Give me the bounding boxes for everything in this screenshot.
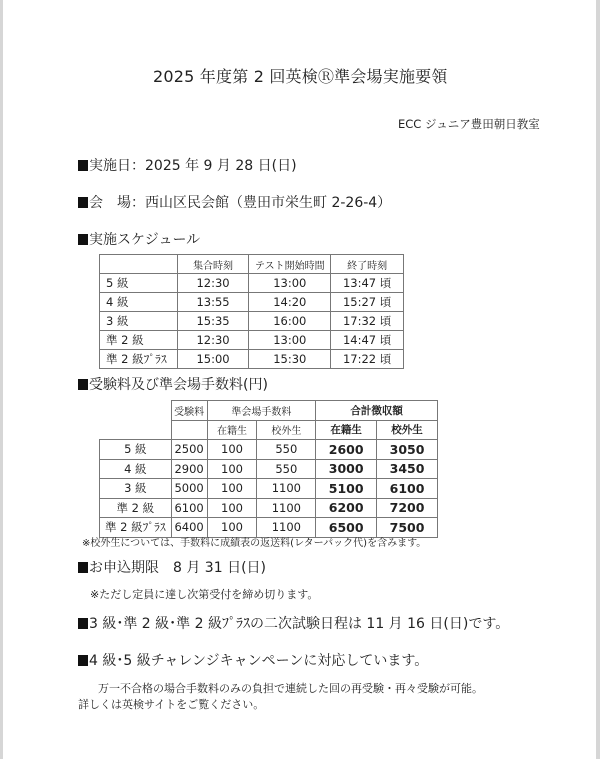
deadline: お申込期限 8 月 31 日(日) (89, 560, 266, 576)
fee-heading: 受験料及び準会場手数料(円) (89, 377, 268, 393)
grade-cell: 5 級 (100, 274, 178, 293)
total-enrolled-cell: 6200 (316, 498, 377, 518)
venue-fee-enrolled-cell: 100 (207, 440, 257, 460)
exam-date: 実施日：2025 年 9 月 28 日(日) (89, 158, 297, 174)
start-time-cell: 13:00 (249, 331, 331, 350)
gather-time-cell: 15:35 (177, 312, 249, 331)
grade-cell: 5 級 (100, 440, 172, 460)
grade-cell: 3 級 (100, 479, 172, 499)
schedule-header-cell: 集合時刻 (177, 255, 249, 274)
second-exam: 3 級･準 2 級･準 2 級ﾌﾟﾗｽの二次試験日程は 11 月 16 日(日)です。 (89, 616, 510, 632)
total-external-cell: 7500 (377, 518, 438, 538)
venue: 会 場：西山区民会館（豊田市栄生町 2-26-4） (89, 195, 392, 211)
gather-time-cell: 13:55 (177, 293, 249, 312)
fee-note: ※校外生については、手数料に成績表の返送料(レターパック代)を含みます。 (82, 538, 427, 549)
grade-cell: 3 級 (100, 312, 178, 331)
fee-header-row-sub (100, 420, 438, 440)
grade-cell: 準 2 級ﾌﾟﾗｽ (100, 350, 178, 369)
venue-fee-enrolled-cell: 100 (207, 479, 257, 499)
grade-cell: 準 2 級 (100, 498, 172, 518)
gather-time-cell: 12:30 (177, 274, 249, 293)
sub-header-external: 校外生 (257, 420, 316, 440)
schedule-row (100, 274, 404, 293)
total-enrolled-cell: 6500 (316, 518, 377, 538)
second-exam-line (78, 613, 509, 633)
square-bullet-icon (78, 379, 88, 390)
organization-name: ECC ジュニア豊田朝日教室 (398, 117, 540, 131)
campaign-detail-1: 万一不合格の場合手数料のみの負担で連続した回の再受験・再々受験が可能。 (98, 682, 483, 695)
venue-fee-enrolled-cell: 100 (207, 459, 257, 479)
campaign: 4 級･5 級チャレンジキャンペーンに対応しています。 (89, 653, 429, 669)
exam-fee-header: 受験料 (171, 401, 207, 421)
fee-heading-line (78, 374, 268, 394)
fee-row (100, 459, 438, 479)
square-bullet-icon (78, 197, 88, 208)
gather-time-cell: 12:30 (177, 331, 249, 350)
schedule-row (100, 350, 404, 369)
start-time-cell: 14:20 (249, 293, 331, 312)
fee-row (100, 498, 438, 518)
schedule-row (100, 331, 404, 350)
grade-cell: 4 級 (100, 293, 178, 312)
end-time-cell: 15:27 頃 (331, 293, 404, 312)
start-time-cell: 15:30 (249, 350, 331, 369)
exam-fee-cell: 2500 (171, 440, 207, 460)
page-edge-right (596, 0, 600, 759)
fee-row (100, 440, 438, 460)
schedule-heading-line (78, 229, 200, 249)
venue-line (78, 192, 391, 212)
grade-cell: 準 2 級 (100, 331, 178, 350)
campaign-detail-2: 詳しくは英検サイトをご覧ください。 (78, 698, 265, 711)
start-time-cell: 13:00 (249, 274, 331, 293)
sub-header-enrolled: 在籍生 (207, 420, 257, 440)
exam-fee-cell: 5000 (171, 479, 207, 499)
schedule-table (99, 254, 404, 369)
total-enrolled-cell: 2600 (316, 440, 377, 460)
exam-date-line (78, 155, 297, 175)
schedule-row (100, 312, 404, 331)
exam-fee-cell: 6100 (171, 498, 207, 518)
square-bullet-icon (78, 655, 88, 666)
venue-fee-external-cell: 1100 (257, 498, 316, 518)
total-external-cell: 7200 (377, 498, 438, 518)
grade-cell: 4 級 (100, 459, 172, 479)
sub-header-enrolled: 在籍生 (316, 420, 377, 440)
gather-time-cell: 15:00 (177, 350, 249, 369)
total-enrolled-cell: 5100 (316, 479, 377, 499)
end-time-cell: 17:22 頃 (331, 350, 404, 369)
fee-table (99, 400, 438, 538)
square-bullet-icon (78, 618, 88, 629)
end-time-cell: 17:32 頃 (331, 312, 404, 331)
total-external-cell: 3050 (377, 440, 438, 460)
document-title: 2025 年度第 2 回英検Ⓡ準会場実施要領 (153, 67, 448, 86)
schedule-header-row (100, 255, 404, 274)
schedule-heading: 実施スケジュール (89, 232, 201, 248)
venue-fee-external-cell: 550 (257, 459, 316, 479)
exam-fee-cell: 6400 (171, 518, 207, 538)
venue-fee-enrolled-cell: 100 (207, 518, 257, 538)
exam-fee-cell: 2900 (171, 459, 207, 479)
square-bullet-icon (78, 234, 88, 245)
venue-fee-external-cell: 550 (257, 440, 316, 460)
venue-fee-enrolled-cell: 100 (207, 498, 257, 518)
square-bullet-icon (78, 562, 88, 573)
schedule-header-cell (100, 255, 178, 274)
grade-cell: 準 2 級ﾌﾟﾗｽ (100, 518, 172, 538)
deadline-line (78, 557, 266, 577)
venue-fee-header: 準会場手数料 (207, 401, 316, 421)
campaign-line (78, 650, 428, 670)
deadline-note: ※ただし定員に達し次第受付を締め切ります。 (90, 588, 319, 601)
end-time-cell: 13:47 頃 (331, 274, 404, 293)
fee-row (100, 479, 438, 499)
venue-fee-external-cell: 1100 (257, 518, 316, 538)
total-external-cell: 6100 (377, 479, 438, 499)
schedule-header-cell: テスト開始時間 (249, 255, 331, 274)
schedule-row (100, 293, 404, 312)
square-bullet-icon (78, 160, 88, 171)
sub-header-external: 校外生 (377, 420, 438, 440)
schedule-header-cell: 終了時刻 (331, 255, 404, 274)
start-time-cell: 16:00 (249, 312, 331, 331)
total-external-cell: 3450 (377, 459, 438, 479)
total-enrolled-cell: 3000 (316, 459, 377, 479)
end-time-cell: 14:47 頃 (331, 331, 404, 350)
fee-header-row-top (100, 401, 438, 421)
venue-fee-external-cell: 1100 (257, 479, 316, 499)
total-header: 合計徴収額 (316, 401, 438, 421)
page-edge-left (0, 0, 3, 759)
